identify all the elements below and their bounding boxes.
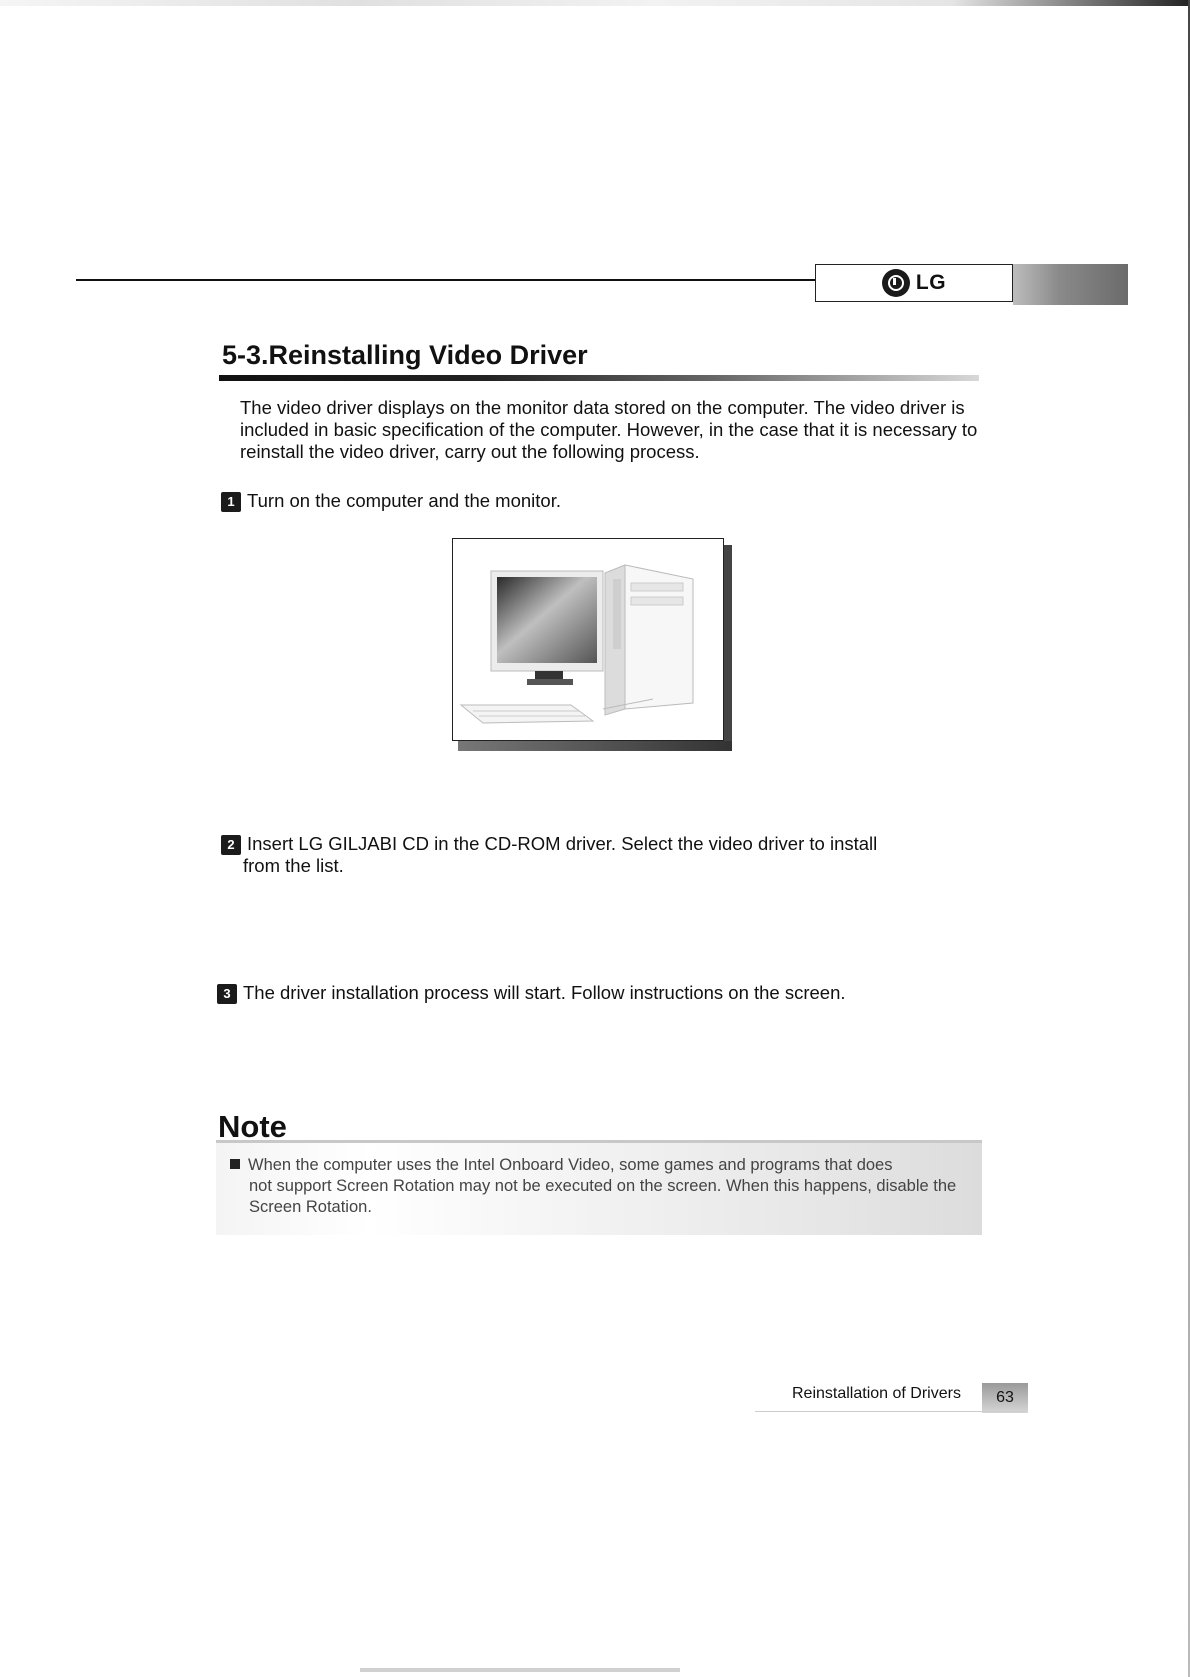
step-text: Turn on the computer and the monitor. xyxy=(247,490,561,511)
footer-section-label: Reinstallation of Drivers xyxy=(792,1385,961,1402)
step-number-badge: 3 xyxy=(217,984,237,1004)
step-number-badge: 2 xyxy=(221,835,241,855)
note-text-continued: not support Screen Rotation may not be executed on the screen. When this happens, disable the Screen Rotation. xyxy=(249,1177,957,1216)
step-text-continued: from the list. xyxy=(243,855,344,876)
scan-edge-bottom xyxy=(360,1668,680,1672)
step-1 xyxy=(221,490,561,512)
note-text xyxy=(230,1155,978,1218)
step-number-badge: 1 xyxy=(221,492,241,512)
footer-rule xyxy=(755,1411,1025,1412)
lg-logo-icon xyxy=(882,269,910,297)
header-logo-box xyxy=(815,264,1013,302)
photo-shadow xyxy=(458,741,732,751)
step-3 xyxy=(217,982,846,1004)
step-2 xyxy=(221,833,991,877)
computer-monitor-illustration xyxy=(452,538,724,741)
header-shade-tab xyxy=(1013,264,1128,305)
logo-text: LG xyxy=(915,271,947,294)
step-text: The driver installation process will start. Follow instructions on the screen. xyxy=(243,982,846,1003)
computer-monitor-icon xyxy=(453,539,722,739)
step-text: Insert LG GILJABI CD in the CD-ROM driver. Select the video driver to install xyxy=(247,833,878,854)
photo-shadow xyxy=(724,545,732,751)
scan-edge-top xyxy=(0,0,1190,6)
note-label: Note xyxy=(218,1109,287,1144)
intro-paragraph: The video driver displays on the monitor data stored on the computer. The video driver is included in basic specification of the computer. However, in the case that it is necessary to reinstall the video driver, carry out the following process. xyxy=(240,397,978,462)
note-text-line: When the computer uses the Intel Onboard Video, some games and programs that does xyxy=(248,1156,893,1174)
page-number: 63 xyxy=(982,1383,1028,1413)
title-underline xyxy=(219,375,979,381)
section-title: 5-3.Reinstalling Video Driver xyxy=(222,340,588,370)
header-rule xyxy=(76,279,816,281)
bullet-icon xyxy=(230,1159,240,1169)
